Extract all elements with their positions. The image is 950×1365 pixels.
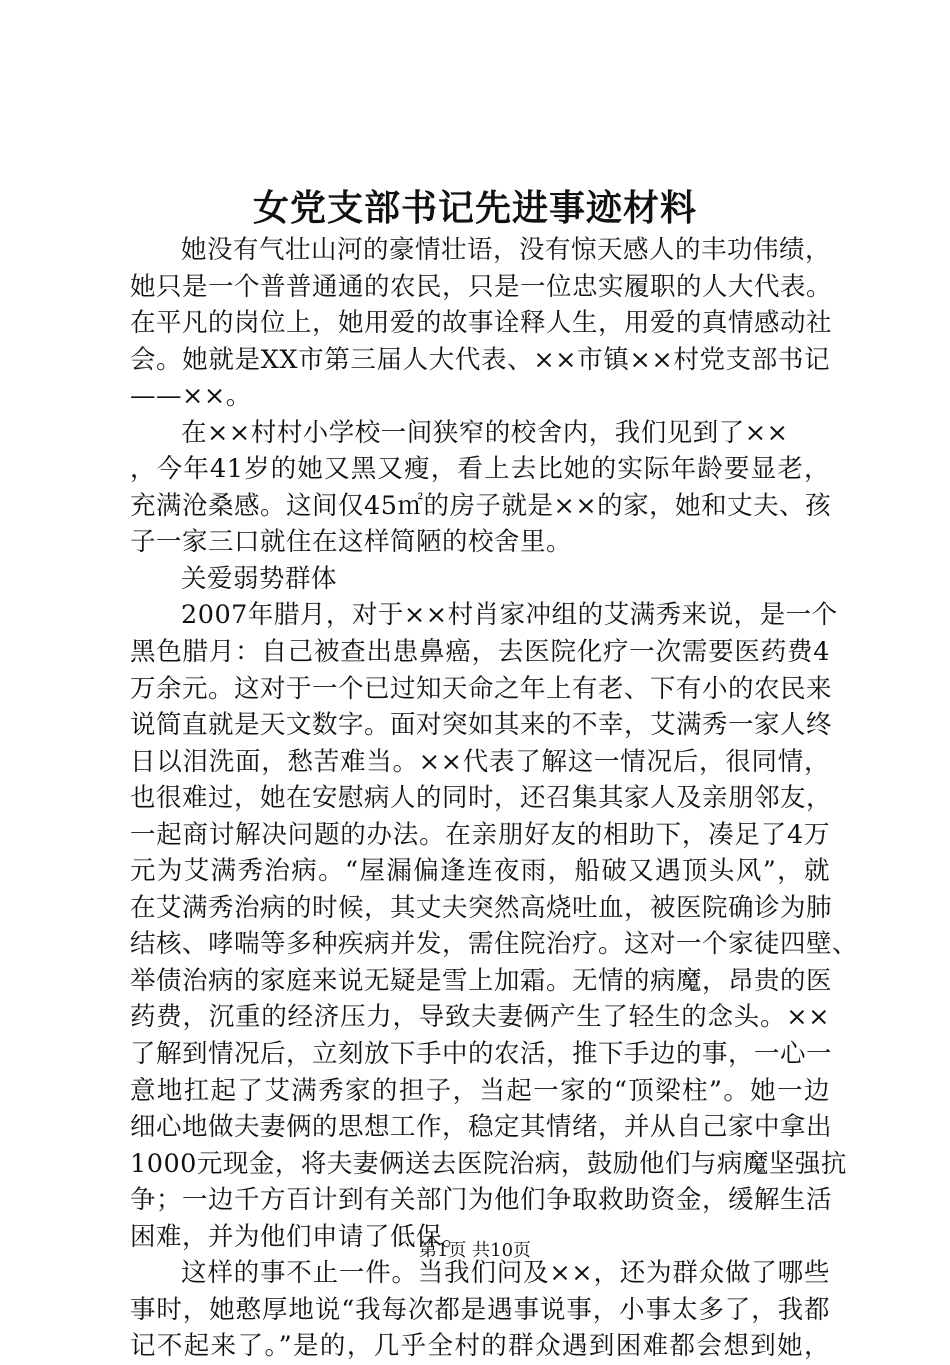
text-line: 日以泪洗面，愁苦难当。××代表了解这一情况后，很同情，: [130, 746, 830, 777]
text-line: 意地扛起了艾满秀家的担子，当起一家的“顶梁柱”。她一边: [130, 1075, 830, 1106]
text-line: 药费，沉重的经济压力，导致夫妻俩产生了轻生的念头。××: [130, 1002, 830, 1033]
text-line: 万余元。这对于一个已过知天命之年上有老、下有小的农民来: [130, 673, 833, 704]
text-line: 会。她就是XX市第三届人大代表、××市镇××村党支部书记: [130, 344, 830, 375]
text-line: 黑色腊月：自己被查出患鼻癌，去医院化疗一次需要医药费4: [130, 637, 830, 668]
text-line: ，今年41岁的她又黑又瘦，看上去比她的实际年龄要显老，: [130, 454, 830, 485]
text-line: 2007年腊月，对于××村肖家冲组的艾满秀来说，是一个: [181, 600, 838, 631]
text-line: 困难，并为他们申请了低保。: [130, 1221, 469, 1252]
text-line: 关爱弱势群体: [181, 563, 338, 594]
text-line: 细心地做夫妻俩的思想工作，稳定其情绪，并从自己家中拿出: [130, 1112, 833, 1143]
text-line: 这样的事不止一件。当我们问及××，还为群众做了哪些: [181, 1258, 830, 1289]
text-line: 举债治病的家庭来说无疑是雪上加霜。无情的病魔，昂贵的医: [130, 965, 833, 996]
text-line: 元为艾满秀治病。“屋漏偏逢连夜雨，船破又遇顶头风”，就: [130, 856, 830, 887]
text-line: 争；一边千方百计到有关部门为他们争取救助资金，缓解生活: [130, 1185, 833, 1216]
text-line: 她只是一个普普通通的农民，只是一位忠实履职的人大代表。: [130, 271, 833, 302]
text-line: 在艾满秀治病的时候，其丈夫突然高烧吐血，被医院确诊为肺: [130, 892, 833, 923]
text-line: 了解到情况后，立刻放下手中的农活，推下手边的事，一心一: [130, 1039, 833, 1070]
text-line: 在××村村小学校一间狭窄的校舍内，我们见到了××: [181, 417, 789, 448]
document-title: 女党支部书记先进事迹材料: [252, 187, 697, 229]
text-line: 结核、哮喘等多种疾病并发，需住院治疗。这对一个家徒四壁、: [130, 929, 859, 960]
document-body: [130, 232, 859, 1365]
text-line: 说简直就是天文数字。面对突如其来的不幸，艾满秀一家人终: [130, 710, 833, 741]
text-line: 1000元现金，将夫妻俩送去医院治病，鼓励他们与病魔坚强抗: [130, 1148, 847, 1179]
text-line: 她没有气壮山河的豪情壮语，没有惊天感人的丰功伟绩，: [181, 235, 832, 265]
text-line: ——××。: [130, 381, 252, 412]
page-footer: 第1页 共10页: [418, 1240, 532, 1261]
text-line: 也很难过，她在安慰病人的同时，还召集其家人及亲朋邻友，: [130, 783, 833, 814]
text-line: 事时，她憨厚地说“我每次都是遇事说事，小事太多了，我都: [130, 1294, 830, 1325]
text-line: 子一家三口就住在这样简陋的校舍里。: [130, 527, 573, 558]
text-line: 充满沧桑感。这间仅45㎡的房子就是××的家，她和丈夫、孩: [130, 490, 832, 521]
text-line: 记不起来了。”是的，几乎全村的群众遇到困难都会想到她，: [130, 1331, 830, 1362]
text-line: 在平凡的岗位上，她用爱的故事诠释人生，用爱的真情感动社: [130, 308, 833, 339]
text-line: 一起商讨解决问题的办法。在亲朋好友的相助下，凑足了4万: [130, 819, 830, 850]
